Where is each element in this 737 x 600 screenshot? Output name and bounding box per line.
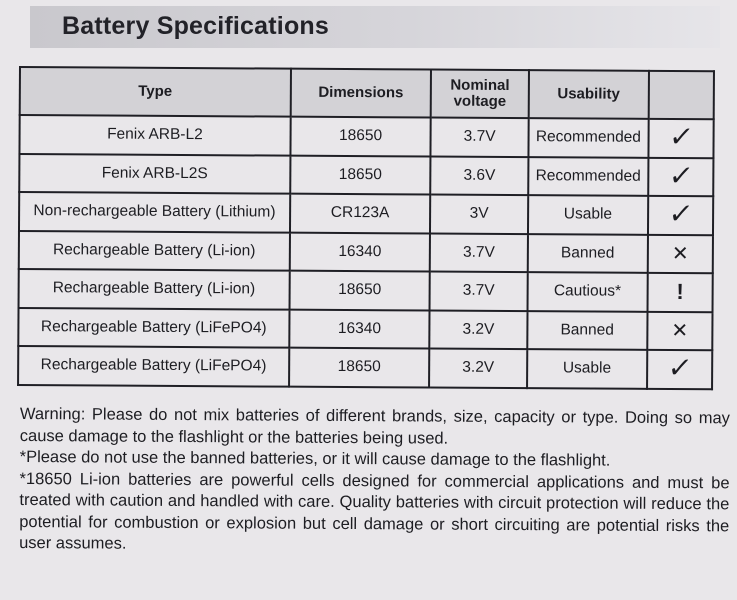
- header-voltage-line1: Nominal: [450, 76, 510, 94]
- cell-type: Rechargeable Battery (LiFePO4): [18, 346, 289, 386]
- cell-type: Rechargeable Battery (Li-ion): [19, 269, 290, 309]
- cell-voltage: 3.7V: [430, 272, 528, 311]
- cell-dimensions: 18650: [289, 271, 430, 310]
- cell-type: Fenix ARB-L2: [19, 115, 290, 155]
- cell-type: Rechargeable Battery (Li-ion): [19, 231, 290, 271]
- cell-voltage: 3.2V: [430, 310, 528, 349]
- cell-mark: [647, 350, 712, 389]
- cross-icon: ✕: [671, 242, 689, 265]
- header-dimensions: Dimensions: [290, 69, 431, 118]
- cell-mark: [648, 196, 713, 235]
- cell-mark: [648, 234, 713, 273]
- notes-section: [19, 404, 730, 559]
- cell-usability: Recommended: [528, 157, 648, 196]
- cell-dimensions: 18650: [290, 117, 431, 156]
- header-usability: Usability: [529, 70, 649, 119]
- battery-spec-table: [17, 66, 715, 390]
- cell-dimensions: 16340: [289, 309, 430, 348]
- cell-usability: Usable: [527, 349, 647, 388]
- warning-note: Warning: Please do not mix batteries of different brands, size, capacity or type. Doing so may cause damage to the flashlight or the batteries being used.: [19, 404, 730, 448]
- table-row: [18, 308, 712, 351]
- table-row: [19, 192, 713, 235]
- cell-usability: Banned: [528, 234, 648, 273]
- cross-icon: ✕: [671, 319, 689, 342]
- header-mark: [649, 71, 714, 119]
- liion-note: *18650 Li-ion batteries are powerful cells designed for commercial applications and must be treated with caution and handled with care. Quality batteries with circuit protection will reduce the potential for combustion or explosion but cell damage or short circuiting are potential risks the user assumes.: [19, 469, 730, 553]
- check-icon: ✓: [667, 121, 696, 153]
- cell-usability: Recommended: [528, 118, 648, 157]
- cell-type: Rechargeable Battery (LiFePO4): [18, 308, 289, 348]
- cell-mark: [647, 273, 712, 312]
- cell-mark: [648, 119, 713, 158]
- cell-usability: Banned: [527, 311, 647, 350]
- check-icon: ✓: [666, 159, 695, 191]
- table-row: [19, 115, 713, 158]
- cell-type: Non-rechargeable Battery (Lithium): [19, 192, 290, 232]
- cell-mark: [647, 311, 712, 350]
- table-row: [19, 269, 713, 312]
- cell-dimensions: 18650: [290, 155, 431, 194]
- table-row: [19, 154, 713, 197]
- check-icon: ✓: [665, 352, 694, 384]
- exclamation-icon: !: [676, 279, 684, 305]
- cell-voltage: 3.7V: [430, 233, 528, 272]
- table-row: [19, 231, 713, 274]
- header-type: Type: [20, 67, 291, 117]
- page-title: Battery Specifications: [62, 12, 329, 40]
- header-voltage-line2: voltage: [453, 92, 507, 110]
- cell-dimensions: 18650: [289, 348, 430, 387]
- cell-voltage: 3V: [430, 195, 528, 234]
- cell-dimensions: 16340: [289, 232, 430, 271]
- check-icon: ✓: [666, 198, 695, 230]
- header-nominal-voltage: [431, 70, 529, 119]
- cell-voltage: 3.7V: [431, 118, 529, 157]
- cell-voltage: 3.6V: [431, 156, 529, 195]
- table-row: [18, 346, 712, 389]
- cell-dimensions: CR123A: [290, 194, 431, 233]
- cell-usability: Usable: [528, 195, 648, 234]
- cell-voltage: 3.2V: [429, 349, 527, 388]
- cell-mark: [648, 157, 713, 196]
- banned-note: *Please do not use the banned batteries, or it will cause damage to the flashlight.: [19, 447, 611, 470]
- cell-type: Fenix ARB-L2S: [19, 154, 290, 194]
- cell-usability: Cautious*: [527, 272, 647, 311]
- table-header-row: [20, 67, 714, 119]
